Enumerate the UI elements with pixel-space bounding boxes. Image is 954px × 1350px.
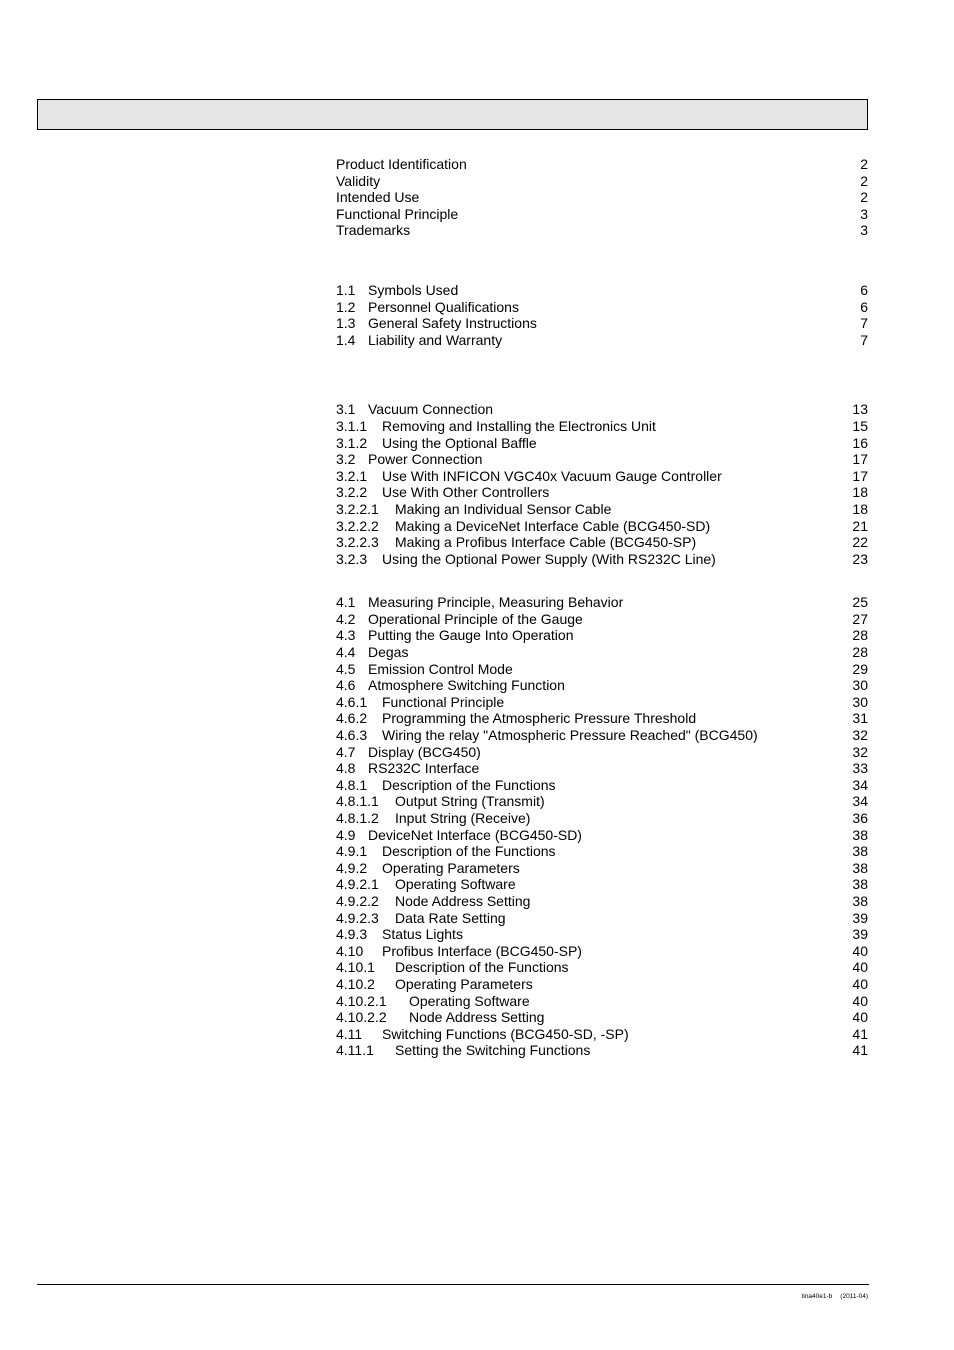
toc-entry-label [336,501,611,518]
toc-entry-label [336,710,696,727]
toc-entry-label [336,206,458,223]
toc-entry[interactable] [336,156,868,173]
toc-entry-number: 4.11 [336,1025,363,1042]
toc-entry-label [336,611,583,628]
toc-entry-number: 3.1.1 [336,417,368,434]
toc-entry-title: Making an Individual Sensor Cable [395,500,612,517]
toc-entry[interactable] [336,694,868,711]
toc-entry[interactable] [336,959,868,976]
toc-entry-number: 4.10.1 [336,959,375,976]
toc-entry-number: 4.10.2 [336,975,375,992]
toc-entry-page: 30 [852,677,868,694]
toc-entry[interactable] [336,1042,868,1059]
toc-entry-number: 4.7 [336,743,356,760]
toc-entry-label [336,644,408,661]
toc-entry-title: Power Connection [368,451,483,468]
toc-entry[interactable] [336,926,868,943]
toc-entry-number: 4.9.1 [336,843,368,860]
toc-group [336,156,868,239]
toc-entry-label [336,876,516,893]
toc-entry-title: Switching Functions (BCG450-SD, -SP) [382,1025,629,1042]
toc-entry-title: Making a DeviceNet Interface Cable (BCG450-SD) [395,517,711,534]
toc-entry-number: 4.10 [336,942,364,959]
toc-entry-page: 40 [852,942,868,959]
toc-entry-page: 34 [852,793,868,810]
toc-entry-page: 28 [852,627,868,644]
toc-entry-label [336,694,504,711]
toc-entry[interactable] [336,910,868,927]
toc-entry[interactable] [336,727,868,744]
toc-group [336,594,868,1059]
toc-entry-label [336,484,549,501]
toc-entry-number: 4.9.2.3 [336,909,379,926]
toc-entry-number: 3.1 [336,401,356,418]
toc-entry[interactable] [336,299,868,316]
toc-entry-page: 33 [852,760,868,777]
toc-entry[interactable] [336,793,868,810]
toc-entry-title: Status Lights [382,926,463,943]
toc-entry-page: 18 [852,484,868,501]
toc-entry-title: Symbols Used [368,281,459,298]
toc-entry-title: Emission Control Mode [368,660,513,677]
toc-entry-page: 17 [852,467,868,484]
toc-entry-page: 6 [860,298,868,315]
toc-entry[interactable] [336,1009,868,1026]
toc-entry-title: Degas [368,644,409,661]
toc-entry-label [336,222,410,239]
toc-entry-number: 4.8.1 [336,776,368,793]
toc-entry-page: 13 [852,401,868,418]
toc-entry-title: Output String (Transmit) [395,793,545,810]
toc-entry-page: 2 [860,189,868,206]
toc-entry-label [336,401,493,418]
toc-entry-number: 4.9.2.1 [336,876,379,893]
toc-entry-title: Wiring the relay "Atmospheric Pressure Reached" (BCG450) [382,727,758,744]
toc-entry-label [336,299,519,316]
toc-entry[interactable] [336,993,868,1010]
toc-entry-number: 4.8 [336,760,356,777]
toc-entry[interactable] [336,534,868,551]
toc-entry-number: 4.6 [336,677,356,694]
toc-entry-title: Input String (Receive) [395,810,531,826]
toc-entry-title: Using the Optional Power Supply (With RS232C Line) [382,550,716,567]
footer-date: (2011-04) [840,1293,868,1300]
toc-entry-label [336,534,696,551]
toc-entry-label [336,976,533,993]
toc-entry[interactable] [336,943,868,960]
toc-entry-title: Measuring Principle, Measuring Behavior [368,594,624,611]
toc-entry-label [336,282,458,299]
toc-entry-page: 41 [852,1042,868,1059]
toc-entry-title: Description of the Functions [382,843,556,860]
toc-entry-label [336,332,502,349]
toc-entry-title: Operational Principle of the Gauge [368,610,583,627]
toc-entry-number: 3.2.2 [336,484,368,501]
toc-entry-page: 40 [852,1009,868,1026]
toc-entry-page: 41 [852,1025,868,1042]
toc-entry-page: 38 [852,859,868,876]
toc-entry-number: 4.1 [336,594,356,611]
toc-entry-page: 25 [852,594,868,611]
toc-entry-page: 16 [852,434,868,451]
toc-entry-title: Description of the Functions [395,959,569,976]
toc-entry-label [336,435,537,452]
toc-entry-label [336,451,482,468]
toc-entry[interactable] [336,661,868,678]
toc-entry-number: 3.2.2.2 [336,517,379,534]
toc-entry-label [336,860,520,877]
toc-entry[interactable] [336,677,868,694]
toc-entry-number: 4.10.2.1 [336,992,387,1009]
toc-entry-label [336,156,467,173]
toc-entry-page: 38 [852,876,868,893]
toc-entry-label [336,468,722,485]
toc-entry-title: Profibus Interface (BCG450-SP) [382,942,582,959]
table-of-contents [336,156,868,1059]
toc-entry[interactable] [336,282,868,299]
toc-entry-page: 38 [852,892,868,909]
toc-entry-label [336,993,530,1010]
toc-entry-title: General Safety Instructions [368,315,537,332]
toc-entry-number: 1.2 [336,298,356,315]
toc-group [336,282,868,348]
toc-group [336,401,868,567]
toc-entry-page: 30 [852,693,868,710]
toc-entry-page: 17 [852,451,868,468]
toc-entry-page: 7 [860,331,868,348]
toc-entry-label [336,910,506,927]
toc-entry-title: Functional Principle [336,205,459,222]
toc-entry-label [336,943,582,960]
toc-entry-label [336,777,556,794]
toc-entry[interactable] [336,893,868,910]
toc-entry-number: 3.1.2 [336,434,368,451]
toc-entry-number: 3.2.2.3 [336,534,379,551]
toc-entry-number: 3.2.1 [336,467,368,484]
toc-entry-title: Operating Parameters [395,975,533,992]
toc-entry-label [336,418,656,435]
toc-entry[interactable] [336,627,868,644]
toc-entry-number: 3.2.3 [336,550,368,567]
toc-entry-label [336,926,463,943]
toc-entry[interactable] [336,315,868,332]
toc-entry-title: Functional Principle [382,693,505,710]
toc-entry-number: 4.4 [336,644,356,661]
toc-entry-label [336,173,380,190]
toc-entry-page: 22 [852,534,868,551]
toc-entry[interactable] [336,551,868,568]
toc-entry[interactable] [336,435,868,452]
toc-entry-title: Removing and Installing the Electronics Unit [382,417,656,434]
toc-entry-number: 4.9.2 [336,859,368,876]
toc-entry-page: 2 [860,156,868,172]
toc-entry[interactable] [336,876,868,893]
toc-entry-page: 27 [852,610,868,627]
toc-entry-title: Liability and Warranty [368,331,503,348]
toc-entry[interactable] [336,418,868,435]
toc-entry-page: 38 [852,826,868,843]
toc-entry-title: Making a Profibus Interface Cable (BCG450-SP) [395,534,697,551]
toc-entry-label [336,1026,629,1043]
toc-entry-number: 4.5 [336,660,356,677]
toc-entry-page: 15 [852,417,868,434]
toc-entry-number: 4.6.2 [336,710,368,727]
toc-entry-title: Node Address Setting [409,1009,545,1026]
toc-entry-page: 40 [852,959,868,976]
toc-entry-number: 1.3 [336,315,356,332]
toc-entry-number: 4.9 [336,826,356,843]
toc-entry-title: Operating Software [409,992,530,1009]
toc-entry[interactable] [336,860,868,877]
header-bar [37,99,868,130]
toc-entry[interactable] [336,777,868,794]
toc-entry[interactable] [336,332,868,349]
toc-entry-title: Programming the Atmospheric Pressure Threshold [382,710,697,727]
toc-entry[interactable] [336,827,868,844]
toc-entry[interactable] [336,501,868,518]
toc-entry-page: 38 [852,843,868,860]
toc-entry-title: Data Rate Setting [395,909,506,926]
toc-entry-title: Node Address Setting [395,892,531,909]
toc-entry-title: Setting the Switching Functions [395,1042,591,1059]
toc-entry[interactable] [336,222,868,239]
toc-entry-label [336,893,530,910]
toc-entry-label [336,677,565,694]
toc-entry-page: 32 [852,743,868,760]
toc-entry-title: Using the Optional Baffle [382,434,537,451]
toc-entry-number: 4.6.3 [336,727,368,744]
toc-entry-title: Vacuum Connection [368,401,494,418]
toc-entry-title: Operating Software [395,876,516,893]
toc-entry-page: 3 [860,222,868,239]
toc-entry-page: 21 [852,517,868,534]
toc-entry-page: 29 [852,660,868,677]
toc-entry-page: 3 [860,205,868,222]
toc-entry-number: 4.9.2.2 [336,892,379,909]
toc-entry-label [336,661,513,678]
toc-entry[interactable] [336,760,868,777]
toc-entry-page: 2 [860,172,868,189]
toc-entry-page: 23 [852,550,868,567]
toc-entry-label [336,760,479,777]
toc-entry-page: 39 [852,909,868,926]
toc-entry[interactable] [336,468,868,485]
footer [802,1293,868,1300]
toc-entry-number: 1.4 [336,331,356,348]
toc-entry[interactable] [336,451,868,468]
toc-entry-title: Atmosphere Switching Function [368,677,565,694]
toc-entry-label [336,1042,590,1059]
toc-entry-label [336,827,582,844]
toc-entry[interactable] [336,710,868,727]
toc-entry-label [336,793,545,810]
toc-entry-page: 28 [852,644,868,661]
toc-entry-number: 4.2 [336,610,356,627]
toc-entry-title: Operating Parameters [382,859,520,876]
toc-entry-title: DeviceNet Interface (BCG450-SD) [368,826,582,843]
toc-entry-number: 4.6.1 [336,693,368,710]
toc-entry-title: Product Identification [336,156,467,172]
toc-entry-number: 3.2.2.1 [336,500,379,517]
toc-entry-title: Intended Use [336,189,420,206]
toc-entry-label [336,1009,544,1026]
toc-entry-label [336,627,573,644]
toc-entry-number: 4.3 [336,627,356,644]
toc-entry-title: Use With INFICON VGC40x Vacuum Gauge Controller [382,467,722,484]
toc-entry-number: 4.11.1 [336,1042,374,1059]
toc-entry-page: 39 [852,926,868,943]
toc-entry[interactable] [336,611,868,628]
toc-entry-label [336,959,569,976]
toc-entry-page: 34 [852,776,868,793]
toc-entry[interactable] [336,206,868,223]
toc-entry-page: 40 [852,992,868,1009]
footer-rule [37,1284,869,1285]
toc-entry-number: 4.9.3 [336,926,368,943]
toc-entry-label [336,551,716,568]
toc-entry-page: 7 [860,315,868,332]
toc-entry-title: Use With Other Controllers [382,484,550,501]
toc-entry[interactable] [336,189,868,206]
toc-entry-title: Personnel Qualifications [368,298,519,315]
toc-entry-page: 31 [852,710,868,727]
toc-entry-title: Description of the Functions [382,776,556,793]
toc-entry-label [336,727,758,744]
toc-entry-number: 4.8.1.1 [336,793,379,810]
toc-entry-page: 18 [852,500,868,517]
toc-entry-label [336,810,530,827]
toc-entry[interactable] [336,810,868,827]
toc-entry-number: 1.1 [336,281,356,298]
toc-entry-title: Putting the Gauge Into Operation [368,627,574,644]
toc-entry[interactable] [336,594,868,611]
toc-entry[interactable] [336,644,868,661]
toc-entry-page: 36 [852,810,868,826]
toc-entry[interactable] [336,976,868,993]
toc-entry[interactable] [336,401,868,418]
toc-entry-title: Trademarks [336,222,411,239]
toc-entry-title: Validity [336,172,381,189]
toc-entry-number: 3.2 [336,451,356,468]
toc-entry-page: 6 [860,281,868,298]
toc-entry[interactable] [336,484,868,501]
toc-entry-page: 40 [852,975,868,992]
toc-entry[interactable] [336,843,868,860]
toc-entry[interactable] [336,518,868,535]
toc-entry-label [336,843,556,860]
toc-entry-label [336,189,419,206]
toc-entry-label [336,744,481,761]
toc-entry-title: RS232C Interface [368,760,480,777]
footer-doc-id: tina40e1-b [801,1293,833,1300]
toc-entry-number: 4.10.2.2 [336,1009,387,1026]
toc-entry-label [336,315,537,332]
toc-entry-number: 4.8.1.2 [336,810,379,826]
toc-entry[interactable] [336,173,868,190]
toc-entry-label [336,518,710,535]
toc-entry-title: Display (BCG450) [368,743,481,760]
toc-entry[interactable] [336,1026,868,1043]
toc-entry[interactable] [336,744,868,761]
toc-entry-page: 32 [852,727,868,744]
toc-entry-label [336,594,623,611]
